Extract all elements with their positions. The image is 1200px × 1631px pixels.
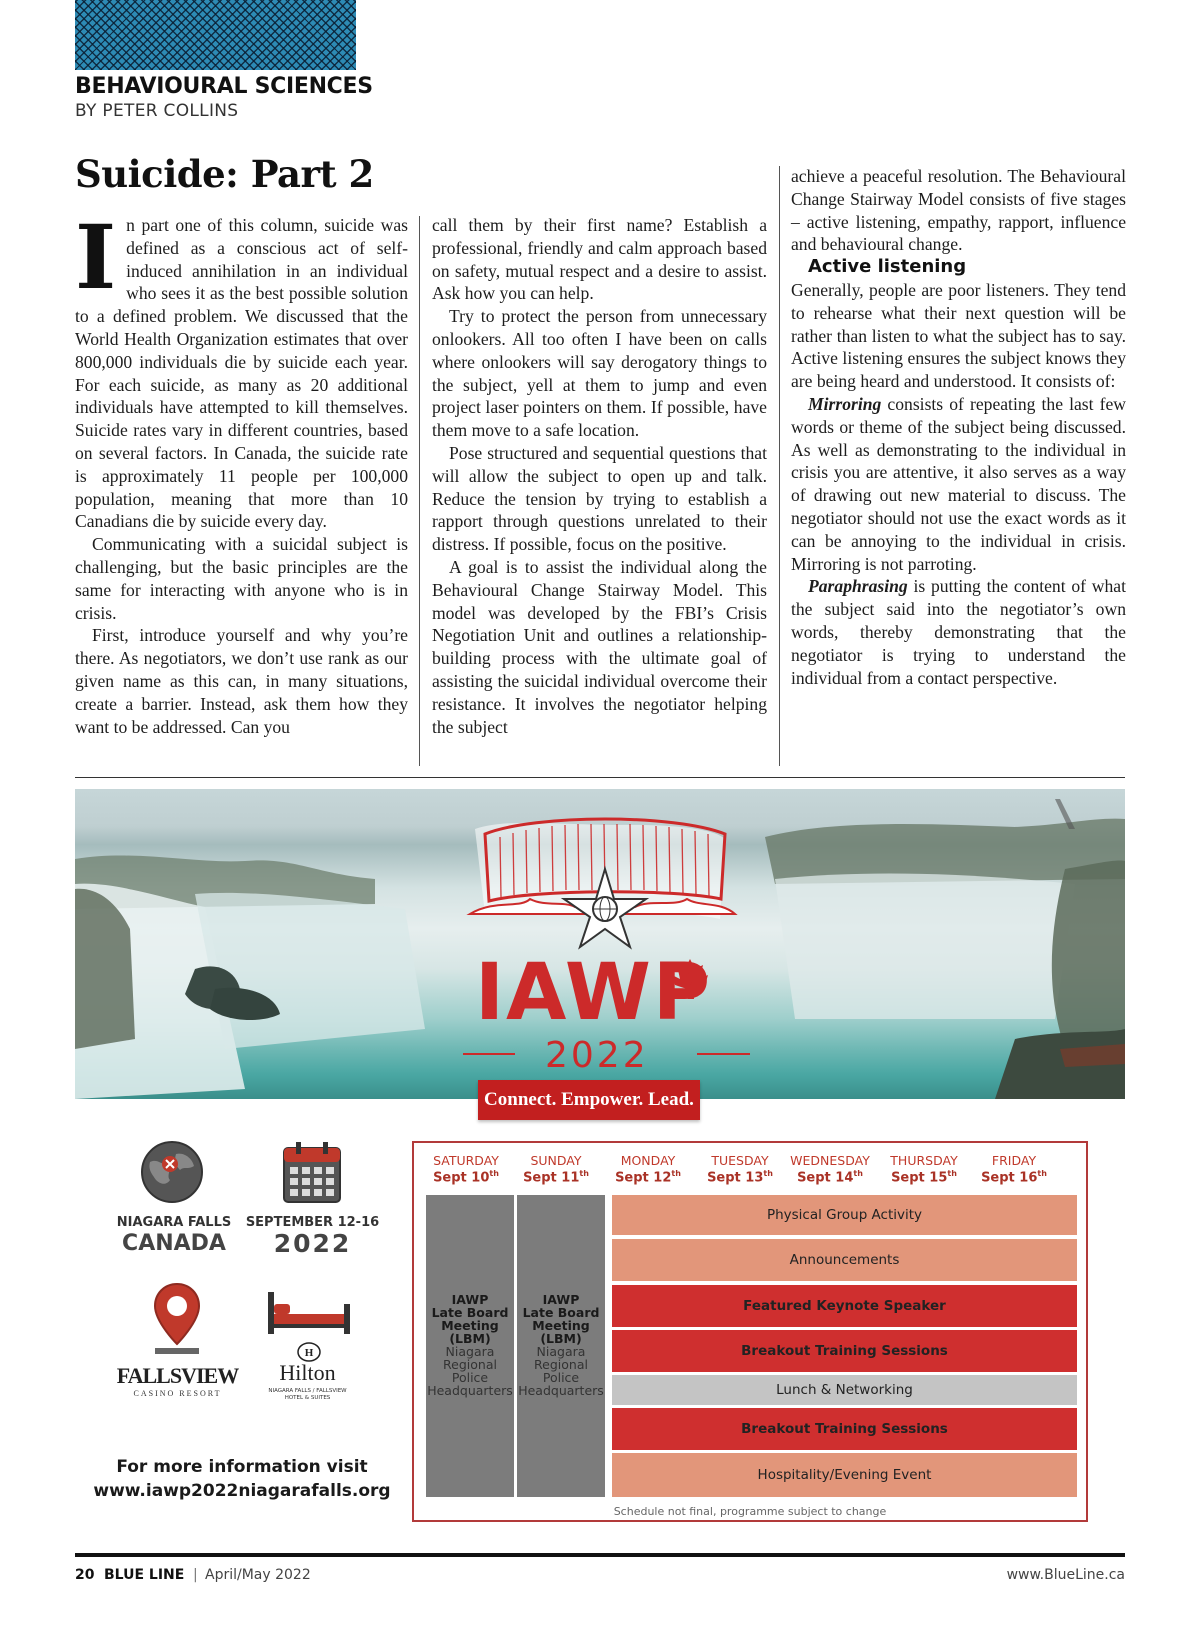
event-row: Announcements bbox=[612, 1239, 1077, 1281]
day-name: SATURDAY bbox=[433, 1153, 499, 1168]
day-header bbox=[516, 1153, 596, 1185]
day-name: MONDAY bbox=[620, 1153, 676, 1168]
fallsview-logo: FALLSVIEW bbox=[116, 1363, 239, 1388]
schedule-note: Schedule not final, programme subject to change bbox=[613, 1505, 887, 1518]
day-name: WEDNESDAY bbox=[790, 1153, 870, 1168]
location-line1: NIAGARA FALLS bbox=[116, 1215, 232, 1230]
section-title: BEHAVIOURAL SCIENCES bbox=[75, 74, 373, 99]
more-info bbox=[92, 1455, 392, 1503]
saturday-lbm-text: IAWP Late Board Meeting (LBM) Niagara Regional Police Headquarters bbox=[427, 1292, 513, 1398]
iawp-logo-year: 2022 bbox=[545, 1035, 649, 1076]
article-column-3 bbox=[791, 165, 1126, 689]
byline: BY PETER COLLINS bbox=[75, 101, 239, 121]
globe-icon bbox=[140, 1140, 204, 1208]
article-column-1 bbox=[75, 205, 408, 738]
paragraph-intro: In part one of this column, suicide was defined as a conscious act of self-induced annihilation in an individual who sees it as the best possible solution to a defined problem. We discussed that the World Health Organization estimates that over 800,000 individuals die by suicide each year. For each suicide, as many as 20 additional individuals have attempted to kill themselves. Suicide rates vary in different countries, based on several factors. In Canada, the suicide rate is approximately 11 people per 100,000 population, meaning that more than 10 Canadians die by suicide every day. bbox=[75, 205, 408, 532]
more-info-url[interactable]: www.iawp2022niagarafalls.org bbox=[93, 1481, 391, 1501]
term-paraphrasing: Paraphrasing bbox=[808, 576, 908, 597]
paragraph: call them by their first name? Establish a professional, friendly and calm approach based on safety, mutual respect and a desire to assist. Ask how you can help. bbox=[432, 215, 767, 304]
section-divider bbox=[75, 777, 1125, 778]
day-header bbox=[790, 1153, 870, 1185]
paragraph: Try to protect the person from unnecessary onlookers. All too often I have been on calls where onlookers will say derogatory things to the subject, yell at them to jump and even project laser pointers on them. If possible, have them move to a safe location. bbox=[432, 306, 767, 441]
issue-date: April/May 2022 bbox=[205, 1567, 311, 1583]
section-header-pattern bbox=[75, 0, 356, 70]
subheading: Active listening bbox=[808, 256, 967, 278]
hilton-subtitle-1: NIAGARA FALLS / FALLSVIEW bbox=[268, 1388, 347, 1394]
paragraph: Generally, people are poor listeners. They tend to rehearse what their next question will be rather than listen to what the subject has to say. Active listening ensures the subject knows they are being heard and understood. It consists of: bbox=[791, 279, 1126, 392]
event-row: Lunch & Networking bbox=[612, 1375, 1077, 1405]
event-row: Physical Group Activity bbox=[612, 1195, 1077, 1235]
paragraph: First, introduce yourself and why you’re there. As negotiators, we don’t use rank as our given name as this can, in many situations, create a barrier. Instead, ask them how they want to be addressed. Can you bbox=[75, 625, 408, 737]
date-line2: 2022 bbox=[273, 1229, 352, 1258]
day-date: Sept 11th bbox=[523, 1169, 589, 1186]
day-name: TUESDAY bbox=[711, 1153, 769, 1168]
event-row: Featured Keynote Speaker bbox=[612, 1285, 1077, 1327]
hotel-bed-icon bbox=[266, 1290, 352, 1340]
paragraph-paraphrasing: Paraphrasing is putting the content of what the subject said into the negotiator’s own words, thereby demonstrating that the negotiator is trying to understand the individual from a contact perspective. bbox=[791, 576, 1126, 688]
event-row: Breakout Training Sessions bbox=[612, 1330, 1077, 1372]
footer-rule bbox=[75, 1553, 1125, 1557]
day-date: Sept 13th bbox=[707, 1169, 773, 1186]
day-header bbox=[700, 1153, 780, 1185]
location-line2: CANADA bbox=[122, 1231, 226, 1256]
magazine-name: BLUE LINE bbox=[104, 1567, 185, 1583]
paragraph: achieve a peaceful resolution. The Behavioural Change Stairway Model consists of five stages – active listening, empathy, rapport, influence and behavioural change. bbox=[791, 166, 1126, 255]
calendar-icon bbox=[282, 1140, 342, 1208]
more-info-label: For more information visit bbox=[116, 1457, 368, 1477]
paragraph: Communicating with a suicidal subject is challenging, but the basic principles are the same for interacting with anyone who is in crisis. bbox=[75, 534, 408, 623]
day-date: Sept 15th bbox=[891, 1169, 957, 1186]
article-column-2 bbox=[432, 214, 767, 738]
day-date: Sept 14th bbox=[797, 1169, 863, 1186]
sunday-lbm-text: IAWP Late Board Meeting (LBM) Niagara Regional Police Headquarters bbox=[518, 1292, 604, 1398]
event-schedule bbox=[412, 1141, 1088, 1522]
day-name: FRIDAY bbox=[991, 1153, 1037, 1168]
column-divider bbox=[419, 216, 420, 766]
day-date: Sept 16th bbox=[981, 1169, 1047, 1186]
fallsview-subtitle: CASINO RESORT bbox=[133, 1389, 222, 1398]
column-divider bbox=[779, 166, 780, 766]
day-name: THURSDAY bbox=[890, 1153, 958, 1168]
hilton-name: Hilton bbox=[279, 1360, 336, 1385]
website[interactable]: www.BlueLine.ca bbox=[1006, 1567, 1125, 1583]
paragraph: Pose structured and sequential questions that will allow the subject to open up and talk. Reduce the tension by trying to establish a rapport through questions unrelated to their distress. If possible, focus on the positive. bbox=[432, 442, 767, 555]
footer-separator: | bbox=[193, 1567, 198, 1583]
iawp-logo-text: IAWP bbox=[475, 948, 713, 1038]
day-date: Sept 12th bbox=[615, 1169, 681, 1186]
article-title: Suicide: Part 2 bbox=[75, 152, 374, 196]
page-number: 20 bbox=[75, 1567, 95, 1583]
day-name: SUNDAY bbox=[530, 1153, 582, 1168]
location-pin-icon bbox=[152, 1282, 202, 1361]
day-date: Sept 10th bbox=[433, 1169, 499, 1186]
drop-cap: I bbox=[75, 205, 117, 309]
event-row: Hospitality/Evening Event bbox=[612, 1453, 1077, 1497]
date-line1: SEPTEMBER 12-16 bbox=[245, 1215, 380, 1230]
hilton-subtitle-2: HOTEL & SUITES bbox=[284, 1395, 331, 1401]
paragraph: A goal is to assist the individual along the Behavioural Change Stairway Model. This model was developed by the FBI’s Crisis Negotiation Unit and outlines a relationship-building process with the ultimate goal of assisting the suicidal individual overcome their resistance. It involves the negotiator helping the subject bbox=[432, 556, 767, 737]
term-mirroring: Mirroring bbox=[808, 393, 882, 414]
slogan-banner: Connect. Empower. Lead. bbox=[478, 1080, 700, 1120]
day-header bbox=[974, 1153, 1054, 1185]
svg-text:H: H bbox=[304, 1347, 314, 1359]
day-header bbox=[884, 1153, 964, 1185]
event-row: Breakout Training Sessions bbox=[612, 1408, 1077, 1450]
day-header bbox=[608, 1153, 688, 1185]
day-header bbox=[426, 1153, 506, 1185]
paragraph-mirroring: Mirroring consists of repeating the last few words or theme of the subject being discussed. As well as demonstrating to the individual in crisis you are attentive, it also serves as a way of drawing out new material to discuss. The negotiator should not use the exact words as it can be annoying to the individual in crisis. Mirroring is not parroting. bbox=[791, 393, 1126, 574]
